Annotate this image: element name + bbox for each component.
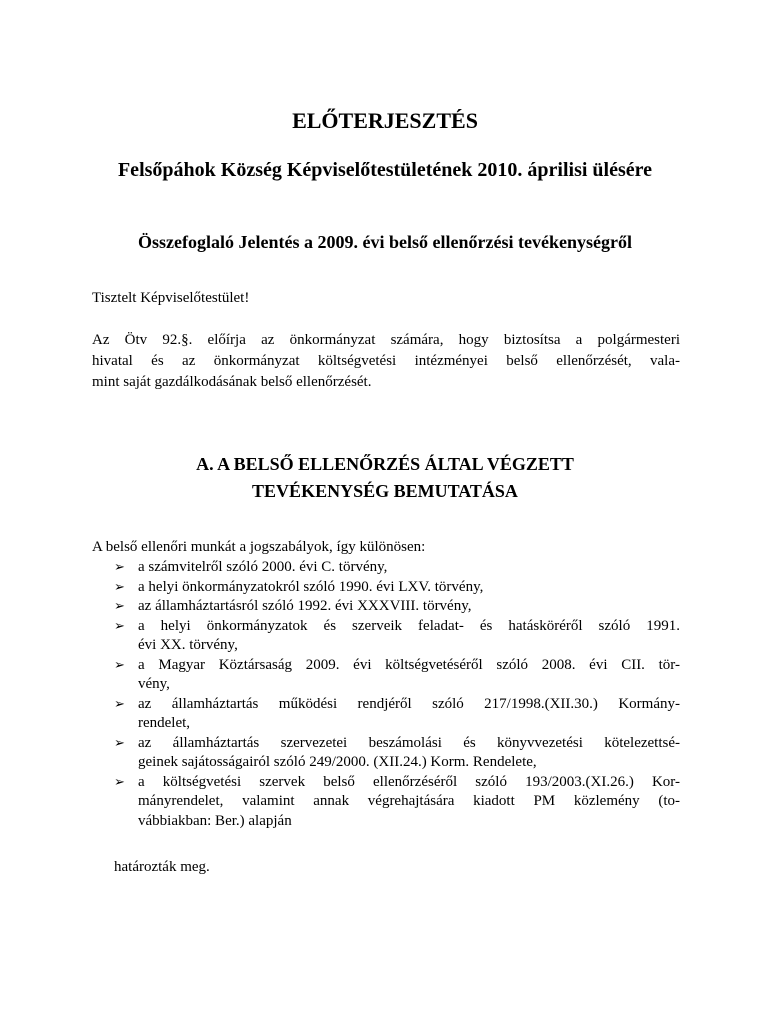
list-item-line: az államháztartás szervezetei beszámolási és könyvvezetési kötelezettsé- [138,734,680,751]
arrow-bullet-icon: ➢ [114,696,125,712]
list-item-line: vény, [138,676,170,692]
report-title: Összefoglaló Jelentés a 2009. évi belső ellenőrzési tevékenységről [138,232,632,252]
list-item-line: a költségvetési szervek belső ellenőrzéséről szóló 193/2003.(XI.26.) Kor- [138,773,680,790]
intro-line: Az Ötv 92.§. előírja az önkormányzat számára, hogy biztosítsa a polgármesteri [92,332,680,348]
list-item [114,734,680,773]
list-item [114,597,680,617]
list-item-line: a helyi önkormányzatok és szerveik feladat- és hatásköréről szóló 1991. [138,617,680,634]
list-item-line: rendelet, [138,715,191,731]
intro-line: mint saját gazdálkodásának belső ellenőrzését. [92,374,372,390]
intro-paragraph [92,330,680,393]
list-item [114,558,680,578]
arrow-bullet-icon: ➢ [114,774,125,790]
document-subtitle: Felsőpáhok Község Képviselőtestületének 2010. áprilisi ülésére [117,159,653,181]
list-item-line: mányrendelet, valamint annak végrehajtására kiadott PM közlemény (to- [138,793,680,809]
list-item-line: a Magyar Köztársaság 2009. évi költségvetéséről szóló 2008. évi CII. tör- [138,656,680,673]
list-item-line: a számvitelről szóló 2000. évi C. törvény, [138,559,388,575]
list-item-line: a helyi önkormányzatokról szóló 1990. évi LXV. törvény, [138,578,484,595]
intro-line: hivatal és az önkormányzat költségvetési intézményei belső ellenőrzését, vala- [92,353,680,369]
arrow-bullet-icon: ➢ [114,735,125,751]
arrow-bullet-icon: ➢ [114,579,125,595]
list-item [114,617,680,656]
list-item-line: geinek sajátosságairól szóló 249/2000. (XII.24.) Korm. Rendelete, [138,754,537,770]
list-item [114,773,680,832]
list-item-line: vábbiakban: Ber.) alapján [138,812,292,829]
document-title: ELŐTERJESZTÉS [292,108,478,133]
section-heading-line: A. A BELSŐ ELLENŐRZÉS ÁLTAL VÉGZETT [196,454,574,474]
list-item-line: évi XX. törvény, [138,637,238,653]
list-item [114,656,680,695]
arrow-bullet-icon: ➢ [114,618,125,634]
list-item [114,578,680,598]
closing-text: határozták meg. [114,859,210,875]
list-intro: A belső ellenőri munkát a jogszabályok, így különösen: [92,539,426,555]
arrow-bullet-icon: ➢ [114,560,125,575]
list-item-line: az államháztartásról szóló 1992. évi XXXVIII. törvény, [138,598,472,614]
law-list [114,558,680,831]
list-item [114,695,680,734]
arrow-bullet-icon: ➢ [114,657,125,673]
greeting: Tisztelt Képviselőtestület! [92,290,250,306]
arrow-bullet-icon: ➢ [114,599,125,614]
section-heading [0,451,770,505]
list-item-line: az államháztartás működési rendjéről szóló 217/1998.(XII.30.) Kormány- [138,695,680,712]
section-heading-line: TEVÉKENYSÉG BEMUTATÁSA [252,481,518,501]
